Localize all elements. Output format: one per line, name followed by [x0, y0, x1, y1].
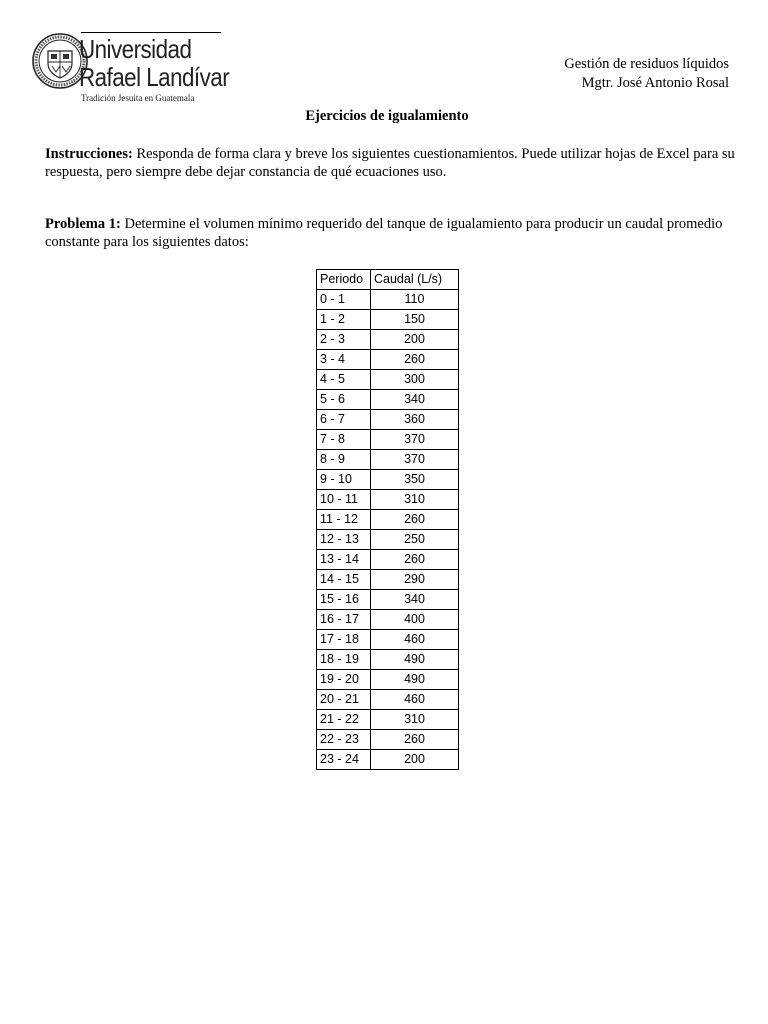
period-cell: 12 - 13	[317, 530, 371, 550]
period-cell: 15 - 16	[317, 590, 371, 610]
flow-cell: 200	[371, 330, 459, 350]
period-cell: 20 - 21	[317, 690, 371, 710]
table-row	[317, 310, 459, 330]
table-row	[317, 550, 459, 570]
table-row	[317, 430, 459, 450]
instructor-name: Mgtr. José Antonio Rosal	[581, 75, 729, 91]
instructions-text: Responda de forma clara y breve los siguientes cuestionamientos. Puede utilizar hojas de Excel para su respuesta, pero siempre debe dejar constancia de qué ecuaciones uso.	[45, 146, 735, 180]
problem-1-paragraph	[45, 216, 735, 251]
table-row	[317, 410, 459, 430]
flow-cell: 370	[371, 450, 459, 470]
flow-cell: 110	[371, 290, 459, 310]
flow-cell: 490	[371, 670, 459, 690]
flow-cell: 150	[371, 310, 459, 330]
flow-cell: 200	[371, 750, 459, 770]
table-row	[317, 530, 459, 550]
period-cell: 21 - 22	[317, 710, 371, 730]
table-header-row	[317, 270, 459, 290]
flow-cell: 460	[371, 690, 459, 710]
table-row	[317, 390, 459, 410]
table-row	[317, 710, 459, 730]
flow-cell: 370	[371, 430, 459, 450]
period-cell: 14 - 15	[317, 570, 371, 590]
problem-1-text: Determine el volumen mínimo requerido del tanque de igualamiento para producir un caudal promedio constante para los siguientes datos:	[45, 216, 723, 250]
flow-cell: 360	[371, 410, 459, 430]
course-header	[564, 55, 729, 93]
flow-cell: 260	[371, 730, 459, 750]
table-row	[317, 450, 459, 470]
table-row	[317, 290, 459, 310]
flow-cell: 260	[371, 550, 459, 570]
period-cell: 11 - 12	[317, 510, 371, 530]
period-cell: 6 - 7	[317, 410, 371, 430]
table-row	[317, 490, 459, 510]
table-row	[317, 590, 459, 610]
period-cell: 23 - 24	[317, 750, 371, 770]
table-row	[317, 570, 459, 590]
header-periodo: Periodo	[317, 270, 371, 290]
period-cell: 5 - 6	[317, 390, 371, 410]
table-row	[317, 630, 459, 650]
logo-tagline: Tradición Jesuita en Guatemala	[81, 93, 195, 103]
instructions-paragraph	[45, 146, 735, 181]
logo-name-line2: Rafael Landívar	[79, 62, 230, 92]
flow-cell: 460	[371, 630, 459, 650]
table-row	[317, 750, 459, 770]
period-cell: 1 - 2	[317, 310, 371, 330]
flow-cell: 340	[371, 590, 459, 610]
period-cell: 7 - 8	[317, 430, 371, 450]
flow-cell: 310	[371, 490, 459, 510]
table-row	[317, 650, 459, 670]
period-cell: 10 - 11	[317, 490, 371, 510]
table-row	[317, 610, 459, 630]
flow-cell: 400	[371, 610, 459, 630]
flow-cell: 340	[371, 390, 459, 410]
logo-name-line1: Universidad	[79, 34, 192, 64]
period-cell: 4 - 5	[317, 370, 371, 390]
period-cell: 3 - 4	[317, 350, 371, 370]
period-cell: 0 - 1	[317, 290, 371, 310]
instructions-lead: Instrucciones:	[45, 146, 133, 162]
period-cell: 18 - 19	[317, 650, 371, 670]
flow-cell: 350	[371, 470, 459, 490]
period-cell: 19 - 20	[317, 670, 371, 690]
logo-top-rule	[81, 32, 221, 33]
flow-cell: 250	[371, 530, 459, 550]
table-row	[317, 510, 459, 530]
document-title: Ejercicios de igualamiento	[305, 108, 469, 124]
flow-cell: 260	[371, 510, 459, 530]
period-cell: 2 - 3	[317, 330, 371, 350]
period-cell: 9 - 10	[317, 470, 371, 490]
period-cell: 16 - 17	[317, 610, 371, 630]
table-row	[317, 330, 459, 350]
table-row	[317, 690, 459, 710]
table-row	[317, 350, 459, 370]
period-cell: 17 - 18	[317, 630, 371, 650]
university-logo	[31, 30, 231, 106]
flow-cell: 300	[371, 370, 459, 390]
table-row	[317, 370, 459, 390]
table-row	[317, 670, 459, 690]
problem-1-lead: Problema 1:	[45, 216, 121, 232]
flow-cell: 260	[371, 350, 459, 370]
header-caudal: Caudal (L/s)	[371, 270, 459, 290]
table-row	[317, 470, 459, 490]
flow-data-table	[316, 269, 459, 770]
period-cell: 13 - 14	[317, 550, 371, 570]
period-cell: 8 - 9	[317, 450, 371, 470]
period-cell: 22 - 23	[317, 730, 371, 750]
flow-cell: 310	[371, 710, 459, 730]
course-name: Gestión de residuos líquidos	[564, 56, 729, 72]
flow-cell: 490	[371, 650, 459, 670]
table-row	[317, 730, 459, 750]
flow-cell: 290	[371, 570, 459, 590]
